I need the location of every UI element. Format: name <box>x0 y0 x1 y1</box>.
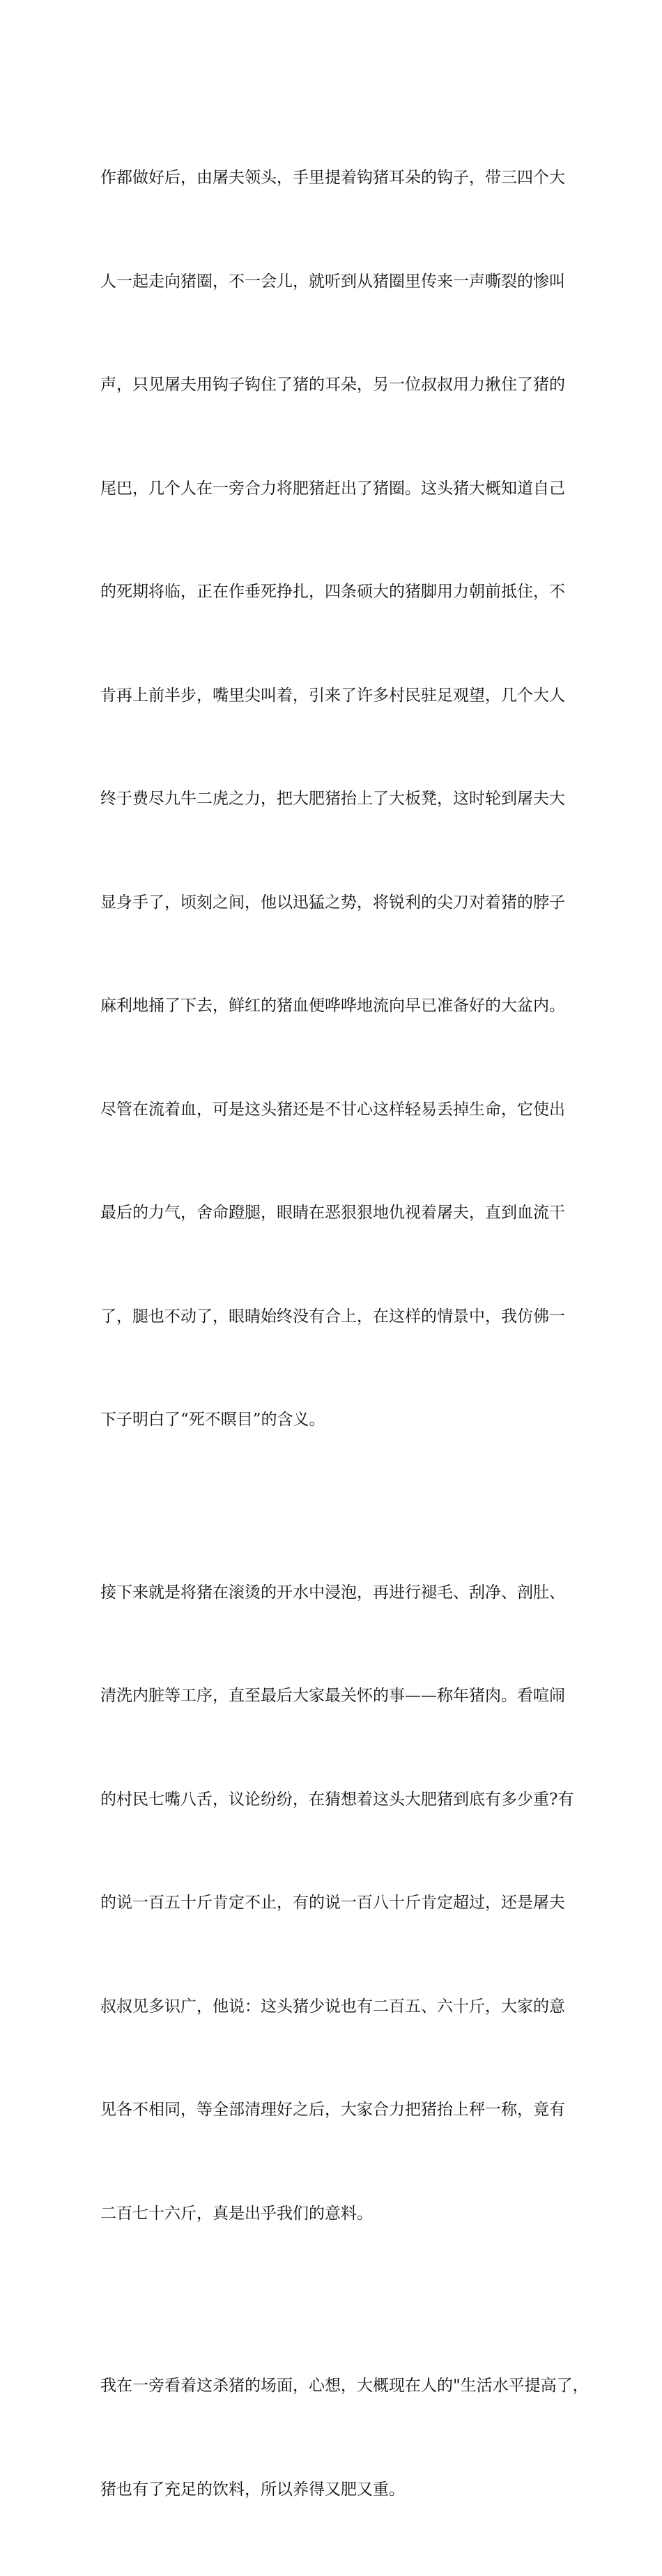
text-line: 显身手了，顷刻之间，他以迅猛之势，将锐利的尖刀对着猪的脖子 <box>100 893 565 912</box>
paragraph-2 <box>100 1507 581 2301</box>
text-line: 终于费尽九牛二虎之力，把大肥猪抬上了大板凳，这时轮到屠夫大 <box>100 790 565 808</box>
text-line: 最后的力气，舍命蹬腿，眼睛在恶狠狠地仇视着屠夫，直到血流干 <box>100 1204 565 1222</box>
paragraph-1 <box>100 92 581 1507</box>
text-line: 声，只见屠夫用钩子钩住了猪的耳朵，另一位叔叔用力揪住了猪的 <box>100 376 565 394</box>
text-line: 下子明白了“死不瞑目”的含义。 <box>100 1411 325 1429</box>
text-line: 我在一旁看着这杀猪的场面，心想，大概现在人的"生活水平提高了， <box>100 2377 589 2395</box>
text-line: 二百七十六斤，真是出乎我们的意料。 <box>100 2204 373 2223</box>
text-line: 的说一百五十斤肯定不止，有的说一百八十斤肯定超过，还是屠夫 <box>100 1894 565 1912</box>
text-line: 人一起走向猪圈，不一会儿，就听到从猪圈里传来一声嘶裂的惨叫 <box>100 272 565 291</box>
text-line: 接下来就是将猪在滚烫的开水中浸泡，再进行褪毛、刮净、剖肚、 <box>100 1583 565 1602</box>
text-line: 作都做好后，由屠夫领头，手里提着钩猪耳朵的钩子，带三四个大 <box>100 169 565 187</box>
text-line: 见各不相同，等全部清理好之后，大家合力把猪抬上秤一称，竟有 <box>100 2101 565 2119</box>
text-line: 肯再上前半步，嘴里尖叫着，引来了许多村民驻足观望，几个大人 <box>100 686 565 705</box>
text-line: 的死期将临，正在作垂死挣扎，四条硕大的猪脚用力朝前抵住，不 <box>100 583 565 601</box>
text-line: 麻利地捅了下去，鲜红的猪血便哗哗地流向早已准备好的大盆内。 <box>100 997 565 1015</box>
text-line: 尽管在流着血，可是这头猪还是不甘心这样轻易丢掉生命，它使出 <box>100 1100 565 1119</box>
text-line: 的村民七嘴八舌，议论纷纷，在猜想着这头大肥猪到底有多少重?有 <box>100 1790 574 1809</box>
document-body <box>100 92 589 2576</box>
text-line: 叔叔见多识广，他说：这头猪少说也有二百五、六十斤，大家的意 <box>100 1997 565 2016</box>
text-line: 了，腿也不动了，眼睛始终没有合上，在这样的情景中，我仿佛一 <box>100 1307 565 1326</box>
text-line: 尾巴，几个人在一旁合力将肥猪赶出了猪圈。这头猪大概知道自己 <box>100 479 565 498</box>
paragraph-3 <box>100 2300 589 2576</box>
text-line: 清洗内脏等工序，直至最后大家最关怀的事——称年猪肉。看喧闹 <box>100 1687 565 1705</box>
text-line: 猪也有了充足的饮料，所以养得又肥又重。 <box>100 2480 405 2499</box>
